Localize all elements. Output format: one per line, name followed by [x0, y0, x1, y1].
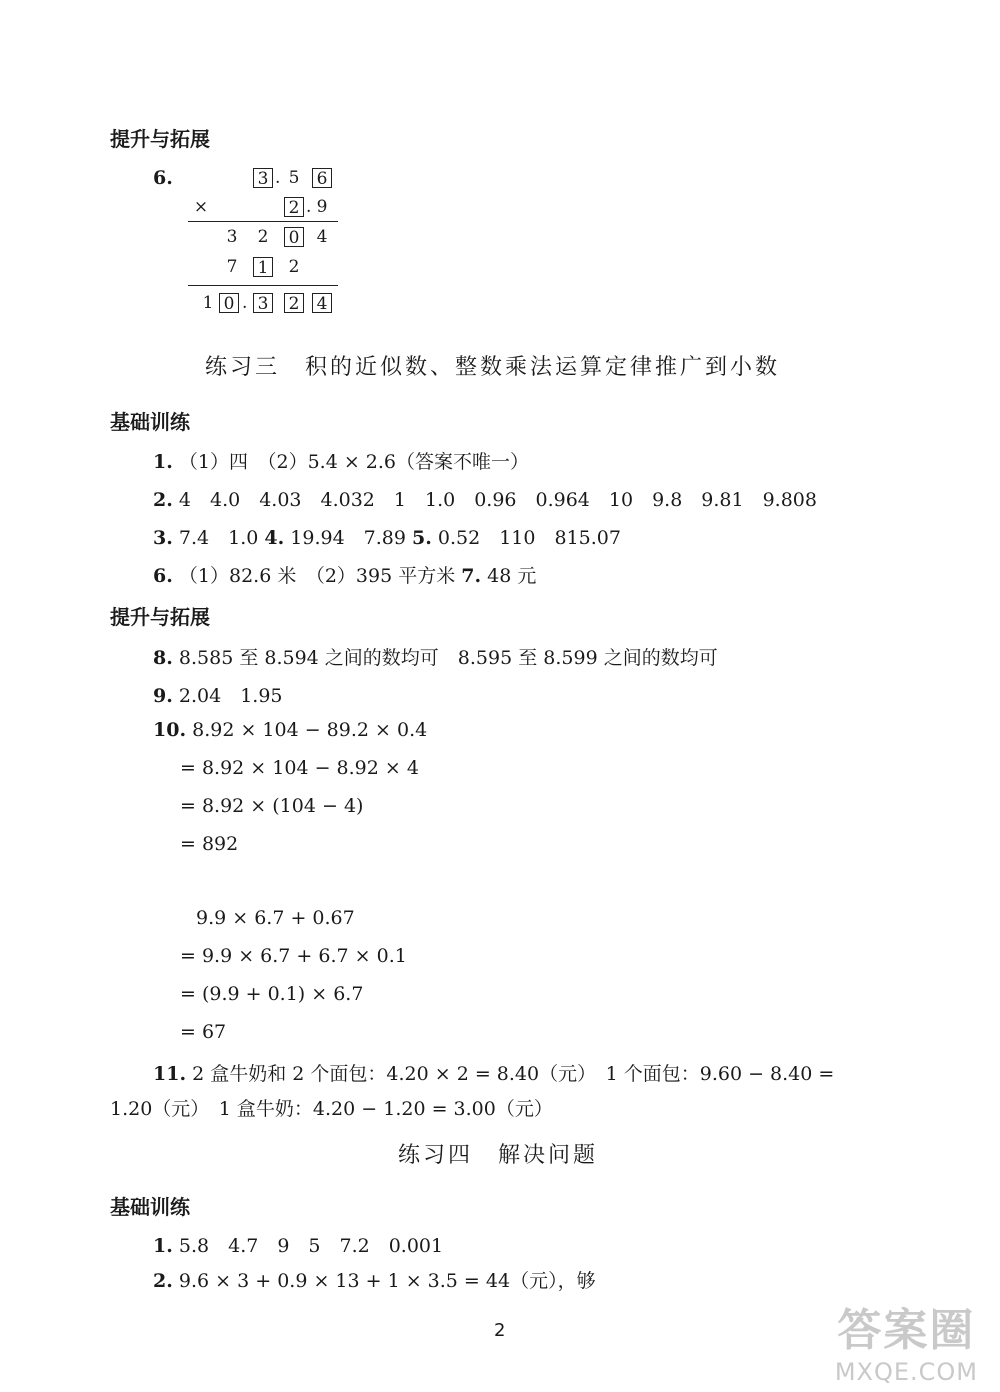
multiply-sign: × — [193, 197, 209, 217]
question-number: 4. — [264, 527, 285, 549]
answer-line-continued: 1.20（元） 1 盒牛奶：4.20 − 1.20 = 3.00（元） — [110, 1098, 553, 1120]
digit-box: 2 — [284, 197, 304, 217]
digit: 7 — [226, 257, 238, 277]
digit: 3 — [226, 227, 238, 247]
watermark-logo: 答案圈 — [837, 1305, 976, 1356]
question-number: 10. — [153, 719, 187, 741]
watermark — [835, 1294, 978, 1386]
question-number: 5. — [412, 527, 432, 549]
answer-text: 48 元 — [487, 565, 537, 587]
decimal-point: . — [242, 293, 248, 313]
question-number: 1. — [153, 1235, 173, 1257]
exercise-title: 练习三 积的近似数、整数乘法运算定律推广到小数 — [205, 355, 781, 380]
answer-line — [153, 523, 621, 550]
answer-text: 0.52 110 815.07 — [437, 527, 621, 549]
answer-text: 5.8 4.7 9 5 7.2 0.001 — [178, 1235, 444, 1257]
answer-text: （1）82.6 米 （2）395 平方米 — [178, 565, 456, 587]
digit-box: 0 — [284, 227, 304, 247]
answer-text: （1）四 （2）5.4 × 2.6（答案不唯一） — [178, 451, 529, 473]
answer-line — [153, 447, 529, 474]
page-number: 2 — [494, 1320, 506, 1341]
digit-box: 1 — [253, 257, 273, 277]
question-number: 2. — [153, 489, 173, 511]
question-number: 6. — [153, 167, 173, 189]
answer-text: 8.92 × 104 − 89.2 × 0.4 — [192, 719, 428, 741]
exercise-title: 练习四 解决问题 — [398, 1143, 599, 1168]
section-heading-basic: 基础训练 — [110, 1195, 190, 1219]
answer-line — [153, 561, 536, 588]
calc-step: 9.9 × 6.7 + 0.67 — [196, 907, 355, 929]
answer-text: 7.4 1.0 — [178, 527, 259, 549]
question-number: 9. — [153, 685, 173, 707]
digit-box: 4 — [312, 293, 332, 313]
question-number: 1. — [153, 451, 173, 473]
answer-line — [153, 1266, 596, 1293]
digit: 2 — [288, 257, 300, 277]
divider-line — [188, 221, 338, 222]
digit-box: 3 — [253, 168, 273, 188]
digit: 1 — [202, 293, 214, 313]
digit: 5 — [288, 168, 300, 188]
answer-text: 8.585 至 8.594 之间的数均可 8.595 至 8.599 之间的数均可 — [178, 647, 718, 669]
divider-line — [188, 285, 338, 286]
answer-line — [153, 1231, 443, 1258]
section-heading-extension: 提升与拓展 — [110, 605, 210, 629]
digit-box: 0 — [219, 293, 239, 313]
decimal-point: . — [275, 168, 281, 188]
calc-step: = 9.9 × 6.7 + 6.7 × 0.1 — [180, 945, 407, 967]
answer-text: 2 盒牛奶和 2 个面包：4.20 × 2 = 8.40（元） 1 个面包：9.60 − 8.40 = — [192, 1063, 835, 1085]
answer-line — [153, 643, 718, 670]
question-number: 6. — [153, 565, 173, 587]
digit-box: 2 — [284, 293, 304, 313]
answer-line — [153, 1059, 834, 1086]
digit: 2 — [257, 227, 269, 247]
decimal-point: . — [306, 197, 312, 217]
digit-box: 6 — [312, 168, 332, 188]
answer-text: 4 4.0 4.03 4.032 1 1.0 0.96 0.964 10 9.8 9.81 9.808 — [178, 489, 817, 511]
question-number: 2. — [153, 1270, 173, 1292]
answer-text: 2.04 1.95 — [178, 685, 283, 707]
answer-line — [153, 681, 283, 708]
section-heading-basic: 基础训练 — [110, 410, 190, 434]
calc-step: = 8.92 × 104 − 8.92 × 4 — [180, 757, 419, 779]
calc-step: = 892 — [180, 833, 239, 855]
question-number: 11. — [153, 1063, 187, 1085]
digit: 4 — [316, 227, 328, 247]
answer-text: 19.94 7.89 — [290, 527, 406, 549]
calc-step: = 67 — [180, 1021, 227, 1043]
question-number: 7. — [461, 565, 482, 587]
question-number: 3. — [153, 527, 173, 549]
answer-line — [153, 719, 427, 741]
answer-line — [153, 485, 817, 512]
watermark-url: MXQE.COM — [834, 1358, 978, 1386]
calc-step: = 8.92 × (104 − 4) — [180, 795, 364, 817]
question-number: 8. — [153, 647, 173, 669]
section-heading-extension: 提升与拓展 — [110, 127, 210, 151]
digit: 9 — [316, 197, 328, 217]
calc-step: = (9.9 + 0.1) × 6.7 — [180, 983, 364, 1005]
digit-box: 3 — [253, 293, 273, 313]
answer-text: 9.6 × 3 + 0.9 × 13 + 1 × 3.5 = 44（元），够 — [178, 1270, 596, 1292]
